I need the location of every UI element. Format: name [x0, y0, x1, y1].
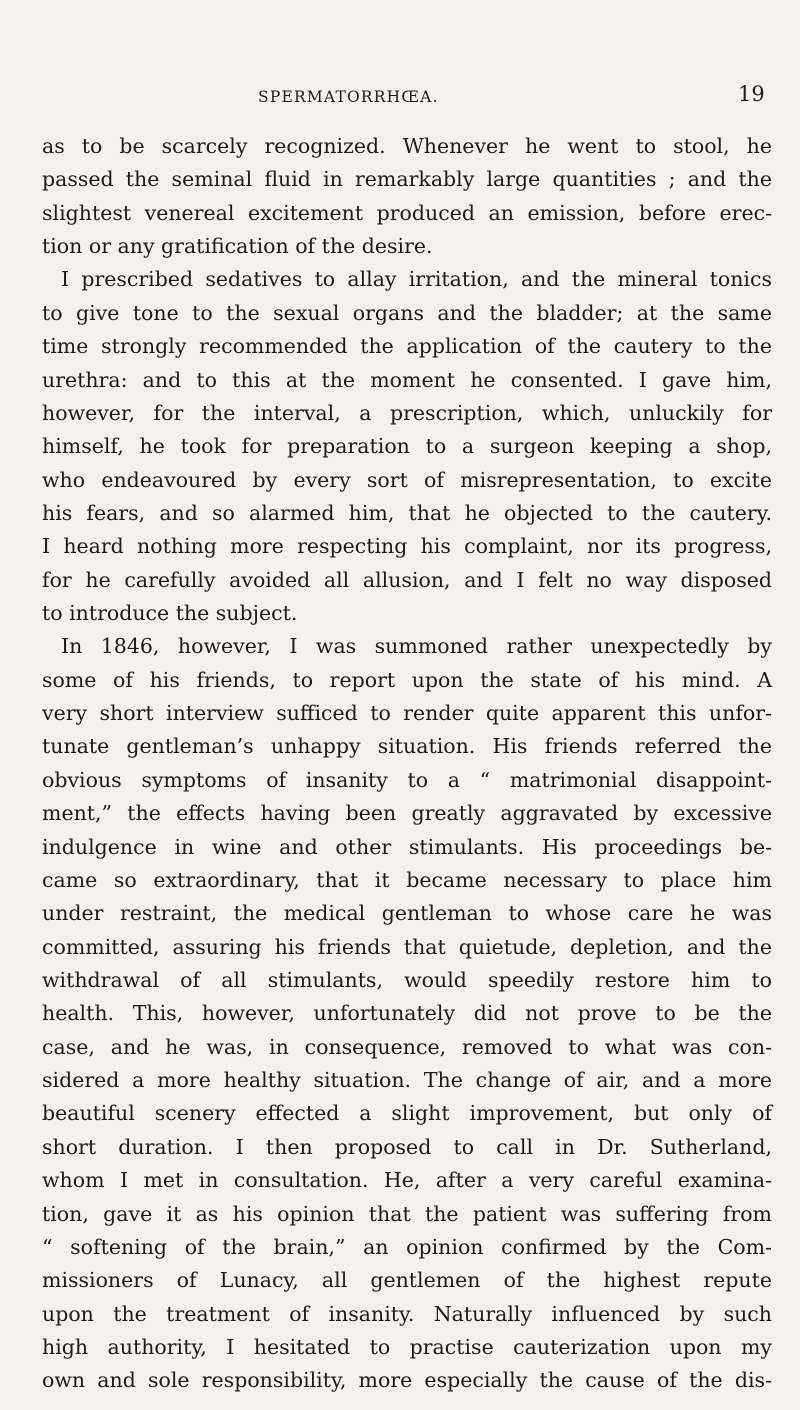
text-line: slightest venereal excitement produced an emission, before erec- — [42, 200, 772, 225]
text-line: who endeavoured by every sort of misrepresentation, to excite — [42, 467, 772, 492]
text-line: time strongly recommended the application of the cautery to the — [42, 334, 772, 359]
text-line: ment,” the effects having been greatly aggravated by excessive — [42, 801, 772, 826]
text-line: beautiful scenery effected a slight improvement, but only of — [42, 1101, 772, 1126]
paragraph-start-line: In 1846, however, I was summoned rather unexpectedly by — [61, 634, 772, 659]
text-line: passed the seminal fluid in remarkably large quantities ; and the — [42, 167, 772, 192]
text-line: “ softening of the brain,” an opinion confirmed by the Com- — [42, 1234, 772, 1259]
text-line: however, for the interval, a prescription, which, unluckily for — [42, 400, 772, 425]
text-line: tion, gave it as his opinion that the patient was suffering from — [42, 1201, 772, 1226]
text-line: very short interview sufficed to render quite apparent this unfor- — [42, 701, 772, 726]
text-line: indulgence in wine and other stimulants. His proceedings be- — [42, 834, 772, 859]
text-line: under restraint, the medical gentleman to whose care he was — [42, 901, 772, 926]
text-line: withdrawal of all stimulants, would speedily restore him to — [42, 967, 772, 992]
text-line: upon the treatment of insanity. Naturally influenced by such — [42, 1301, 772, 1326]
paragraph-start-line: I prescribed sedatives to allay irritation, and the mineral tonics — [61, 267, 772, 292]
text-line: case, and he was, in consequence, removed to what was con- — [42, 1034, 772, 1059]
text-line: some of his friends, to report upon the state of his mind. A — [42, 667, 772, 692]
text-line: whom I met in consultation. He, after a very careful examina- — [42, 1168, 772, 1193]
text-line: for he carefully avoided all allusion, and I felt no way disposed — [42, 567, 772, 592]
text-line: his fears, and so alarmed him, that he objected to the cautery. — [42, 500, 772, 525]
text-line: as to be scarcely recognized. Whenever he went to stool, he — [42, 134, 772, 158]
text-line: tunate gentleman’s unhappy situation. His friends referred the — [42, 734, 772, 759]
text-line: himself, he took for preparation to a surgeon keeping a shop, — [42, 434, 772, 459]
text-line: to give tone to the sexual organs and the bladder; at the same — [42, 300, 772, 325]
text-line: health. This, however, unfortunately did not prove to be the — [42, 1001, 772, 1026]
running-head: SPERMATORRHŒA. — [258, 88, 439, 106]
text-line: high authority, I hesitated to practise cauterization upon my — [42, 1334, 772, 1359]
text-line: missioners of Lunacy, all gentlemen of the highest repute — [42, 1268, 772, 1293]
text-line: own and sole responsibility, more especially the cause of the dis- — [42, 1368, 772, 1393]
text-line: I heard nothing more respecting his complaint, nor its progress, — [42, 534, 772, 559]
page-number: 19 — [738, 82, 765, 106]
body-text — [42, 130, 772, 1398]
text-line: committed, assuring his friends that quietude, depletion, and the — [42, 934, 772, 959]
text-line: short duration. I then proposed to call in Dr. Sutherland, — [42, 1134, 772, 1159]
text-line: sidered a more healthy situation. The change of air, and a more — [42, 1068, 772, 1093]
text-line: obvious symptoms of insanity to a “ matrimonial disappoint- — [42, 767, 772, 792]
text-line: to introduce the subject. — [42, 601, 298, 626]
text-line: tion or any gratification of the desire. — [42, 234, 433, 259]
text-line: came so extraordinary, that it became necessary to place him — [42, 867, 772, 892]
text-line: urethra: and to this at the moment he consented. I gave him, — [42, 367, 772, 392]
